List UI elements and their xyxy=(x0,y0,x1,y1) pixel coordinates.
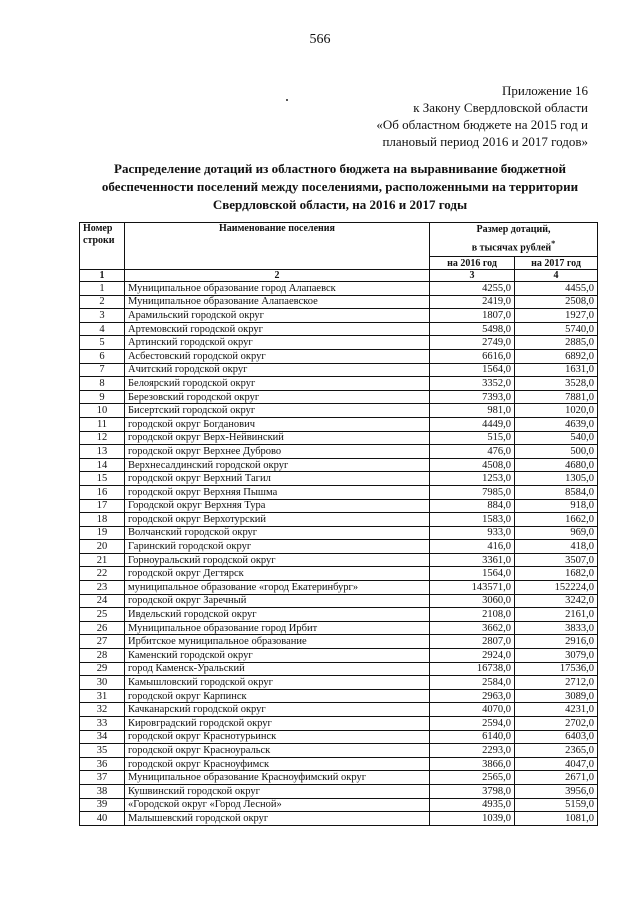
row-number-cell: 12 xyxy=(80,431,125,445)
table-row xyxy=(80,336,598,350)
subsidy-2016-cell: 4508,0 xyxy=(430,458,515,472)
table-row xyxy=(80,349,598,363)
subsidy-2016-cell: 2565,0 xyxy=(430,771,515,785)
subsidy-2017-cell: 418,0 xyxy=(515,540,598,554)
subsidy-2016-cell: 981,0 xyxy=(430,404,515,418)
subsidy-2017-cell: 1631,0 xyxy=(515,363,598,377)
row-number-cell: 3 xyxy=(80,309,125,323)
row-number-cell: 6 xyxy=(80,349,125,363)
subsidy-2016-cell: 1564,0 xyxy=(430,567,515,581)
header-subsidy-size-line1: Размер дотаций, xyxy=(476,224,551,235)
settlement-name-cell: Качканарский городской округ xyxy=(125,703,430,717)
row-number-cell: 40 xyxy=(80,812,125,826)
settlement-name-cell: Ирбитское муниципальное образование xyxy=(125,635,430,649)
row-number-cell: 35 xyxy=(80,744,125,758)
header-year-2017: на 2017 год xyxy=(515,257,598,270)
header-year-2016: на 2016 год xyxy=(430,257,515,270)
subsidy-2016-cell: 2108,0 xyxy=(430,608,515,622)
subsidy-2016-cell: 515,0 xyxy=(430,431,515,445)
subsidy-2016-cell: 1583,0 xyxy=(430,513,515,527)
column-number-4: 4 xyxy=(515,270,598,282)
appendix-line: к Закону Свердловской области xyxy=(413,100,588,115)
title-line: Свердловской области, на 2016 и 2017 годы xyxy=(212,197,468,212)
table-row xyxy=(80,363,598,377)
column-number-1: 1 xyxy=(80,270,125,282)
subsidy-2017-cell: 1662,0 xyxy=(515,513,598,527)
row-number-cell: 20 xyxy=(80,540,125,554)
subsidy-2017-cell: 3242,0 xyxy=(515,594,598,608)
settlement-name-cell: город Каменск-Уральский xyxy=(125,662,430,676)
header-subsidy-units: в тысячах рублей xyxy=(471,242,552,254)
settlement-name-cell: Ивдельский городской округ xyxy=(125,608,430,622)
row-number-cell: 37 xyxy=(80,771,125,785)
subsidy-2016-cell: 4449,0 xyxy=(430,417,515,431)
row-number-cell: 32 xyxy=(80,703,125,717)
table-row xyxy=(80,445,598,459)
subsidy-2017-cell: 8584,0 xyxy=(515,485,598,499)
settlement-name-cell: Белоярский городской округ xyxy=(125,377,430,391)
appendix-reference xyxy=(376,82,588,150)
table-row xyxy=(80,662,598,676)
settlement-name-cell: Ачитский городской округ xyxy=(125,363,430,377)
row-number-cell: 30 xyxy=(80,676,125,690)
row-number-cell: 17 xyxy=(80,499,125,513)
table-row xyxy=(80,798,598,812)
row-number-cell: 38 xyxy=(80,784,125,798)
row-number-cell: 15 xyxy=(80,472,125,486)
table-row xyxy=(80,649,598,663)
subsidy-2016-cell: 4255,0 xyxy=(430,282,515,296)
subsidy-2016-cell: 476,0 xyxy=(430,445,515,459)
settlement-name-cell: Камышловский городской округ xyxy=(125,676,430,690)
column-number-2: 2 xyxy=(125,270,430,282)
subsidy-2016-cell: 6140,0 xyxy=(430,730,515,744)
table-row xyxy=(80,472,598,486)
document-title xyxy=(60,160,620,214)
settlement-name-cell: городской округ Верхнее Дуброво xyxy=(125,445,430,459)
subsidy-2016-cell: 933,0 xyxy=(430,526,515,540)
table-row xyxy=(80,295,598,309)
subsidy-2016-cell: 2807,0 xyxy=(430,635,515,649)
table-row xyxy=(80,417,598,431)
row-number-cell: 28 xyxy=(80,649,125,663)
table-row xyxy=(80,757,598,771)
subsidy-2017-cell: 4455,0 xyxy=(515,282,598,296)
settlement-name-cell: Муниципальное образование Алапаевское xyxy=(125,295,430,309)
table-row xyxy=(80,635,598,649)
table-row xyxy=(80,567,598,581)
subsidy-2017-cell: 4047,0 xyxy=(515,757,598,771)
subsidy-2017-cell: 3089,0 xyxy=(515,689,598,703)
table-row xyxy=(80,458,598,472)
settlement-name-cell: Муниципальное образование город Алапаевск xyxy=(125,282,430,296)
header-row-number xyxy=(80,223,125,270)
table-row xyxy=(80,485,598,499)
table-row xyxy=(80,784,598,798)
table-row xyxy=(80,404,598,418)
subsidy-2017-cell: 5740,0 xyxy=(515,322,598,336)
subsidy-2017-cell: 1020,0 xyxy=(515,404,598,418)
row-number-cell: 39 xyxy=(80,798,125,812)
row-number-cell: 29 xyxy=(80,662,125,676)
row-number-cell: 18 xyxy=(80,513,125,527)
subsidy-2016-cell: 2584,0 xyxy=(430,676,515,690)
subsidy-2017-cell: 969,0 xyxy=(515,526,598,540)
subsidy-2016-cell: 3060,0 xyxy=(430,594,515,608)
settlement-name-cell: Малышевский городской округ xyxy=(125,812,430,826)
table-row xyxy=(80,322,598,336)
subsidy-2016-cell: 2594,0 xyxy=(430,717,515,731)
settlement-name-cell: Кировградский городской округ xyxy=(125,717,430,731)
subsidy-2016-cell: 1253,0 xyxy=(430,472,515,486)
settlement-name-cell: городской округ Верхотурский xyxy=(125,513,430,527)
table-row xyxy=(80,390,598,404)
subsidy-2017-cell: 2365,0 xyxy=(515,744,598,758)
row-number-cell: 7 xyxy=(80,363,125,377)
title-line: обеспеченности поселений между поселениями, расположенными на территории xyxy=(101,179,579,194)
subsidy-2017-cell: 3956,0 xyxy=(515,784,598,798)
settlement-name-cell: городской округ Красноуральск xyxy=(125,744,430,758)
subsidy-2017-cell: 7881,0 xyxy=(515,390,598,404)
row-number-cell: 5 xyxy=(80,336,125,350)
settlement-name-cell: городской округ Карпинск xyxy=(125,689,430,703)
row-number-cell: 24 xyxy=(80,594,125,608)
subsidy-2017-cell: 5159,0 xyxy=(515,798,598,812)
row-number-cell: 9 xyxy=(80,390,125,404)
row-number-cell: 27 xyxy=(80,635,125,649)
subsidy-2016-cell: 2924,0 xyxy=(430,649,515,663)
settlement-name-cell: Бисертский городской округ xyxy=(125,404,430,418)
subsidy-2016-cell: 4935,0 xyxy=(430,798,515,812)
subsidy-2016-cell: 7393,0 xyxy=(430,390,515,404)
subsidy-2016-cell: 2293,0 xyxy=(430,744,515,758)
table-row xyxy=(80,812,598,826)
row-number-cell: 19 xyxy=(80,526,125,540)
subsidy-2017-cell: 6892,0 xyxy=(515,349,598,363)
settlement-name-cell: Артемовский городской округ xyxy=(125,322,430,336)
subsidy-2017-cell: 540,0 xyxy=(515,431,598,445)
table-row xyxy=(80,771,598,785)
subsidy-2017-cell: 1305,0 xyxy=(515,472,598,486)
row-number-cell: 31 xyxy=(80,689,125,703)
subsidy-2016-cell: 4070,0 xyxy=(430,703,515,717)
settlement-name-cell: Артинский городской округ xyxy=(125,336,430,350)
settlement-name-cell: Березовский городской округ xyxy=(125,390,430,404)
subsidy-2017-cell: 152224,0 xyxy=(515,581,598,595)
table-body xyxy=(80,282,598,826)
subsidy-2017-cell: 2508,0 xyxy=(515,295,598,309)
settlement-name-cell: городской округ Краснотурьинск xyxy=(125,730,430,744)
table-row xyxy=(80,581,598,595)
subsidy-2017-cell: 3507,0 xyxy=(515,553,598,567)
header-subsidy-size-line2 xyxy=(433,237,594,255)
subsidy-2016-cell: 143571,0 xyxy=(430,581,515,595)
subsidy-2017-cell: 2671,0 xyxy=(515,771,598,785)
title-line: Распределение дотаций из областного бюджета на выравнивание бюджетной xyxy=(114,161,566,176)
settlement-name-cell: Горноуральский городской округ xyxy=(125,553,430,567)
row-number-cell: 16 xyxy=(80,485,125,499)
header-row-number-line2: строки xyxy=(83,235,115,246)
table-row xyxy=(80,526,598,540)
subsidy-2017-cell: 4680,0 xyxy=(515,458,598,472)
row-number-cell: 36 xyxy=(80,757,125,771)
settlement-name-cell: городской округ Заречный xyxy=(125,594,430,608)
subsidy-2016-cell: 6616,0 xyxy=(430,349,515,363)
subsidy-2016-cell: 1807,0 xyxy=(430,309,515,323)
table-row xyxy=(80,621,598,635)
settlement-name-cell: Городской округ Верхняя Тура xyxy=(125,499,430,513)
settlement-name-cell: городской округ Дегтярск xyxy=(125,567,430,581)
row-number-cell: 10 xyxy=(80,404,125,418)
subsidy-2016-cell: 1564,0 xyxy=(430,363,515,377)
table-row xyxy=(80,703,598,717)
row-number-cell: 34 xyxy=(80,730,125,744)
subsidy-2016-cell: 884,0 xyxy=(430,499,515,513)
stray-dot xyxy=(286,99,288,101)
table-row xyxy=(80,309,598,323)
row-number-cell: 33 xyxy=(80,717,125,731)
subsidy-2016-cell: 3798,0 xyxy=(430,784,515,798)
row-number-cell: 22 xyxy=(80,567,125,581)
row-number-cell: 26 xyxy=(80,621,125,635)
appendix-line: «Об областном бюджете на 2015 год и xyxy=(376,117,588,132)
subsidy-2017-cell: 1682,0 xyxy=(515,567,598,581)
subsidy-2016-cell: 3866,0 xyxy=(430,757,515,771)
subsidy-2017-cell: 1927,0 xyxy=(515,309,598,323)
appendix-line: плановый период 2016 и 2017 годов» xyxy=(382,134,588,149)
table-row xyxy=(80,553,598,567)
subsidy-2017-cell: 3528,0 xyxy=(515,377,598,391)
settlement-name-cell: городской округ Красноуфимск xyxy=(125,757,430,771)
subsidy-2016-cell: 1039,0 xyxy=(430,812,515,826)
subsidy-2017-cell: 17536,0 xyxy=(515,662,598,676)
row-number-cell: 4 xyxy=(80,322,125,336)
table-row xyxy=(80,594,598,608)
settlement-name-cell: «Городской округ «Город Лесной» xyxy=(125,798,430,812)
page-number: 566 xyxy=(309,32,331,47)
settlement-name-cell: Гаринский городской округ xyxy=(125,540,430,554)
subsidy-2017-cell: 918,0 xyxy=(515,499,598,513)
settlement-name-cell: Верхнесалдинский городской округ xyxy=(125,458,430,472)
table-row xyxy=(80,608,598,622)
subsidy-2017-cell: 2916,0 xyxy=(515,635,598,649)
row-number-cell: 21 xyxy=(80,553,125,567)
subsidy-2017-cell: 4231,0 xyxy=(515,703,598,717)
subsidy-2017-cell: 1081,0 xyxy=(515,812,598,826)
subsidy-2017-cell: 2161,0 xyxy=(515,608,598,622)
subsidy-2017-cell: 2885,0 xyxy=(515,336,598,350)
row-number-cell: 23 xyxy=(80,581,125,595)
row-number-cell: 1 xyxy=(80,282,125,296)
settlement-name-cell: городской округ Верхний Тагил xyxy=(125,472,430,486)
subsidy-2017-cell: 6403,0 xyxy=(515,730,598,744)
table-row xyxy=(80,676,598,690)
table-row xyxy=(80,540,598,554)
table-row xyxy=(80,730,598,744)
settlement-name-cell: городской округ Богданович xyxy=(125,417,430,431)
header-subsidy-size xyxy=(430,223,598,257)
appendix-line: Приложение 16 xyxy=(501,83,588,98)
settlement-name-cell: Кушвинский городской округ xyxy=(125,784,430,798)
table-row xyxy=(80,689,598,703)
table-row xyxy=(80,717,598,731)
row-number-cell: 11 xyxy=(80,417,125,431)
table-row xyxy=(80,499,598,513)
settlement-name-cell: Арамильский городской округ xyxy=(125,309,430,323)
subsidy-2016-cell: 16738,0 xyxy=(430,662,515,676)
row-number-cell: 2 xyxy=(80,295,125,309)
subsidy-2016-cell: 3662,0 xyxy=(430,621,515,635)
subsidy-2016-cell: 7985,0 xyxy=(430,485,515,499)
subsidy-2016-cell: 3352,0 xyxy=(430,377,515,391)
subsidy-2017-cell: 4639,0 xyxy=(515,417,598,431)
row-number-cell: 13 xyxy=(80,445,125,459)
settlement-name-cell: Каменский городской округ xyxy=(125,649,430,663)
subsidy-2017-cell: 500,0 xyxy=(515,445,598,459)
settlement-name-cell: Волчанский городской округ xyxy=(125,526,430,540)
header-settlement-name: Наименование поселения xyxy=(125,223,430,270)
settlement-name-cell: Асбестовский городской округ xyxy=(125,349,430,363)
subsidy-2016-cell: 2749,0 xyxy=(430,336,515,350)
column-number-3: 3 xyxy=(430,270,515,282)
settlement-name-cell: Муниципальное образование город Ирбит xyxy=(125,621,430,635)
table-row xyxy=(80,744,598,758)
row-number-cell: 14 xyxy=(80,458,125,472)
table-row xyxy=(80,513,598,527)
footnote-mark: * xyxy=(551,239,556,248)
table-row xyxy=(80,431,598,445)
row-number-cell: 25 xyxy=(80,608,125,622)
subsidy-2016-cell: 2963,0 xyxy=(430,689,515,703)
subsidy-2016-cell: 3361,0 xyxy=(430,553,515,567)
table-row xyxy=(80,282,598,296)
subsidy-2016-cell: 5498,0 xyxy=(430,322,515,336)
subsidy-2016-cell: 2419,0 xyxy=(430,295,515,309)
subsidy-2017-cell: 3833,0 xyxy=(515,621,598,635)
settlement-name-cell: городской округ Верхняя Пышма xyxy=(125,485,430,499)
subsidy-table xyxy=(79,222,598,826)
settlement-name-cell: городской округ Верх-Нейвинский xyxy=(125,431,430,445)
subsidy-2017-cell: 2702,0 xyxy=(515,717,598,731)
settlement-name-cell: муниципальное образование «город Екатеринбург» xyxy=(125,581,430,595)
subsidy-2017-cell: 3079,0 xyxy=(515,649,598,663)
header-row-number-line1: Номер xyxy=(83,223,113,234)
subsidy-2016-cell: 416,0 xyxy=(430,540,515,554)
settlement-name-cell: Муниципальное образование Красноуфимский округ xyxy=(125,771,430,785)
subsidy-2017-cell: 2712,0 xyxy=(515,676,598,690)
table-row xyxy=(80,377,598,391)
row-number-cell: 8 xyxy=(80,377,125,391)
